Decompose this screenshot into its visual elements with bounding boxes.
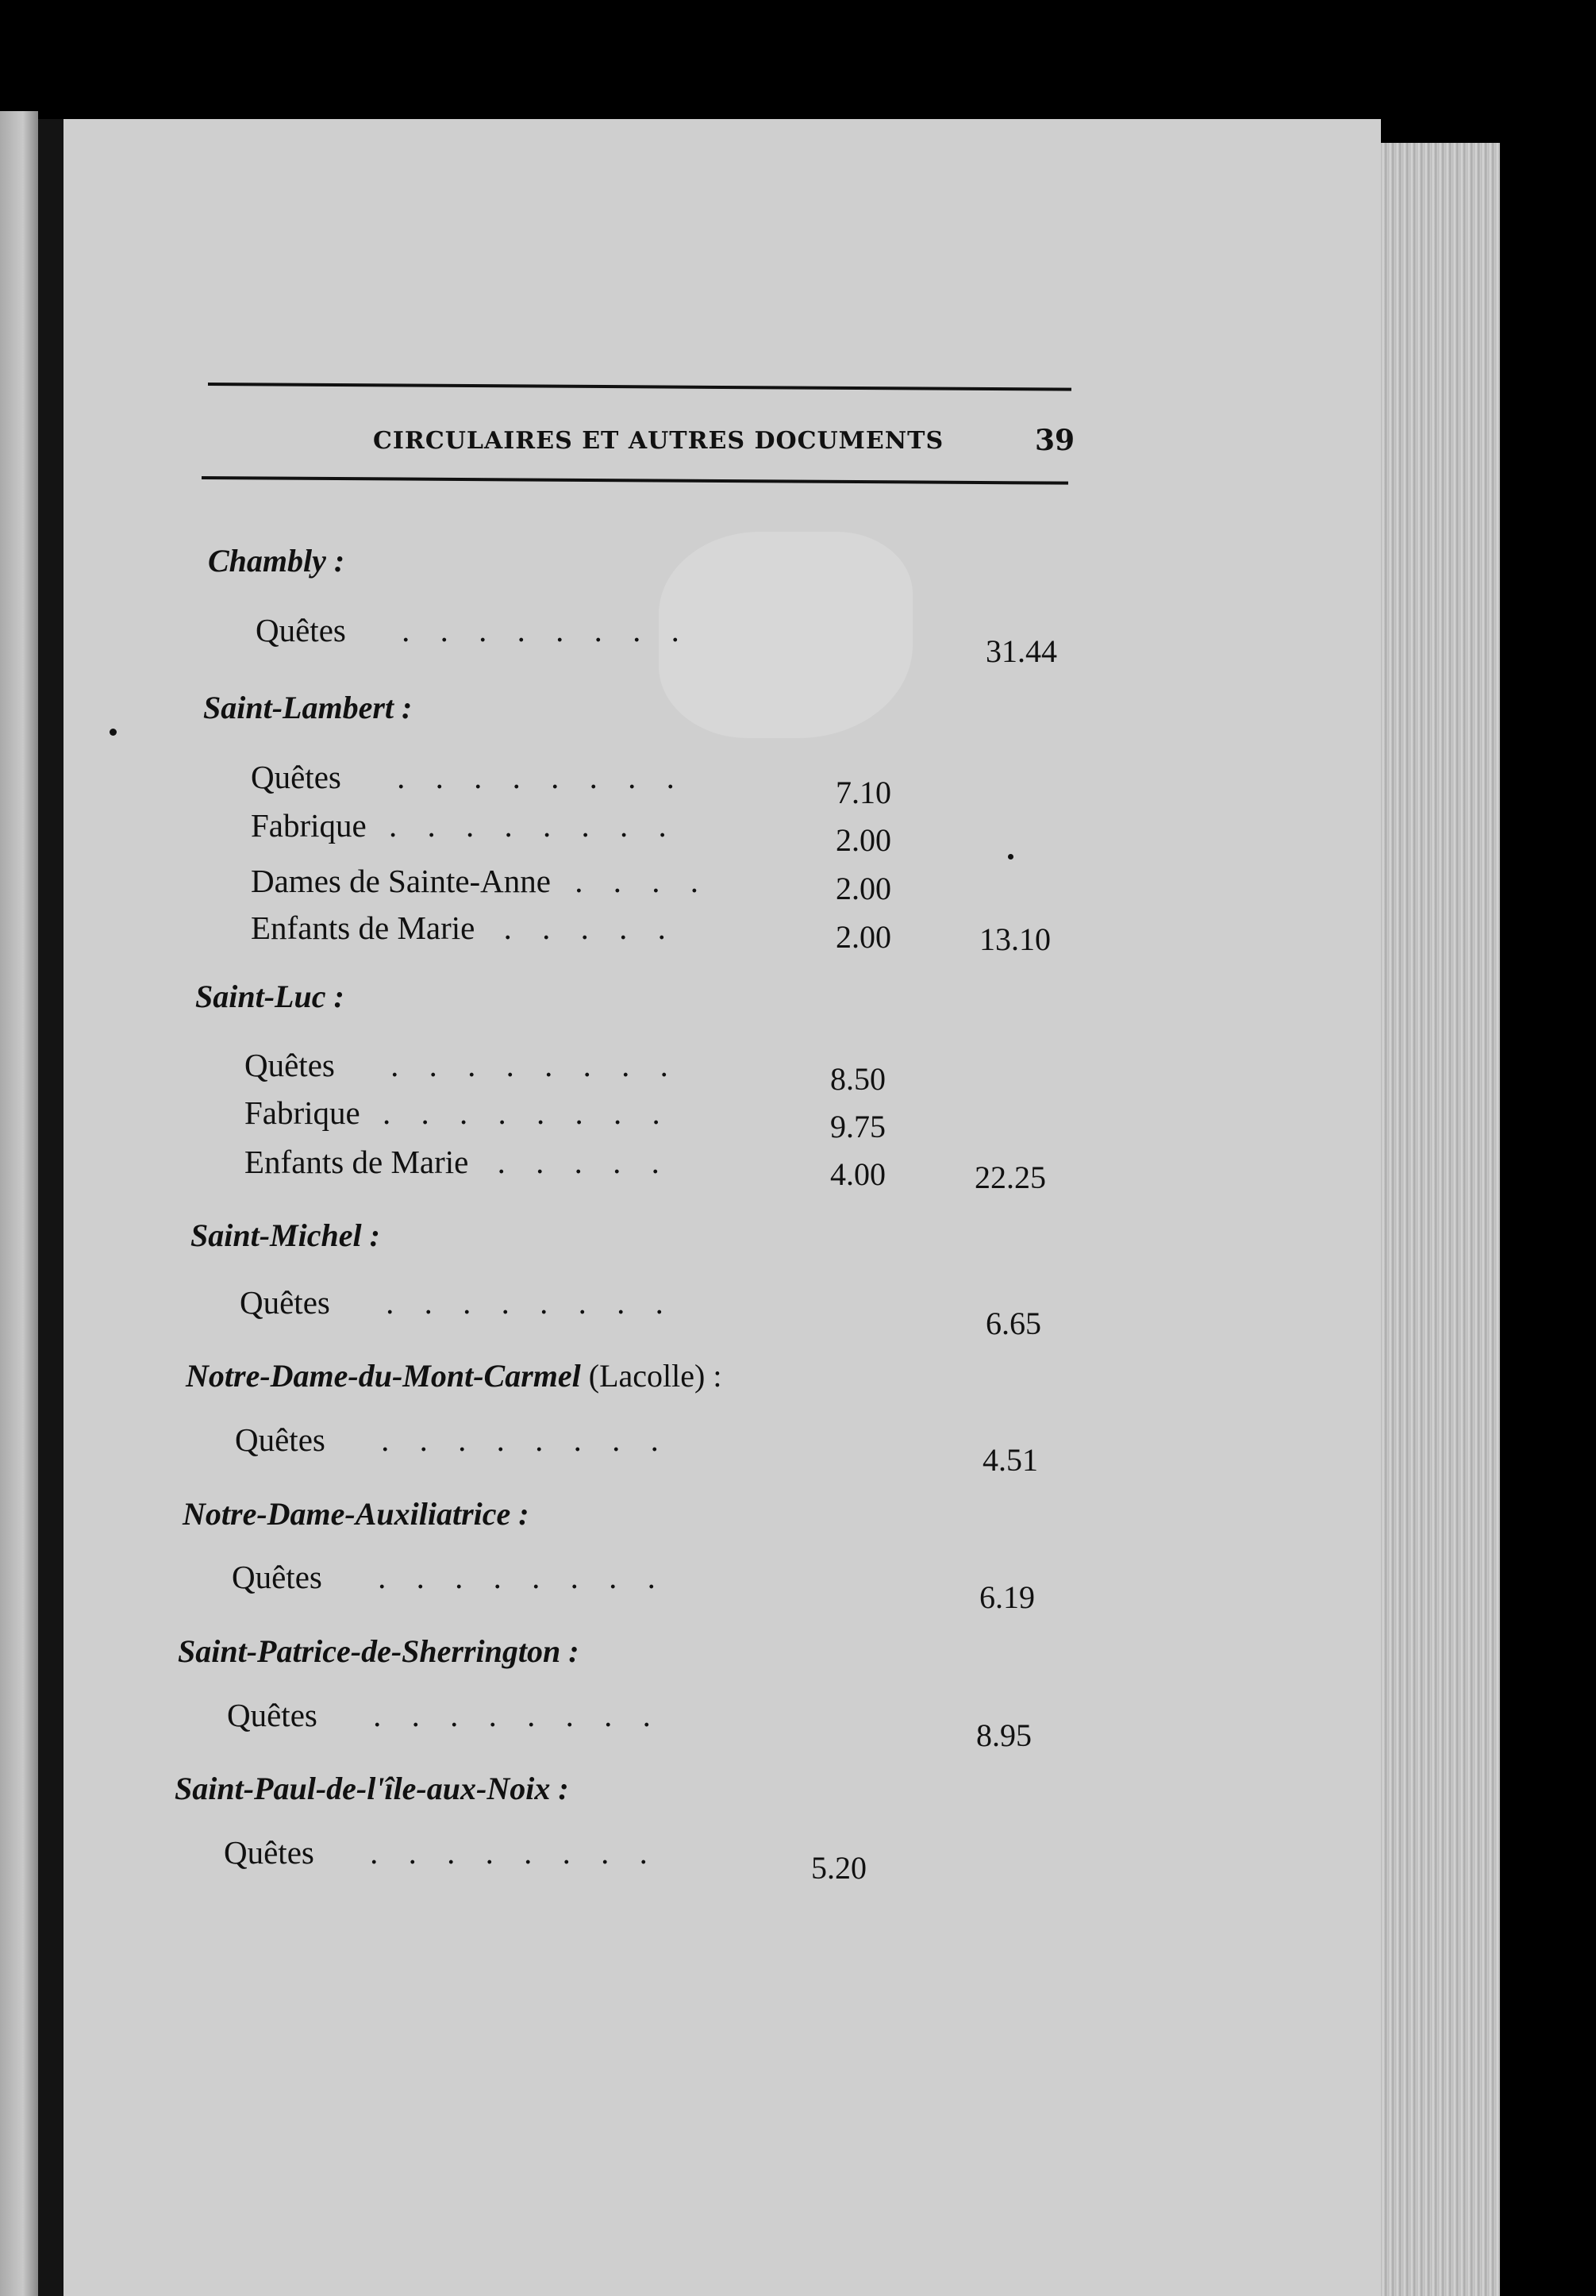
line-item bbox=[251, 806, 678, 844]
section-heading: Saint-Luc : bbox=[195, 979, 344, 1014]
dot-leader: . . . . . bbox=[503, 910, 677, 946]
ink-speck bbox=[1008, 854, 1013, 860]
section-heading: Saint-Patrice-de-Sherrington : bbox=[178, 1633, 579, 1669]
book-gutter bbox=[38, 119, 63, 2296]
section-total: 6.19 bbox=[979, 1579, 1035, 1615]
dot-leader: . . . . . . . . bbox=[389, 807, 678, 844]
section-total: 8.95 bbox=[976, 1717, 1032, 1753]
page-number: 39 bbox=[1035, 424, 1075, 457]
item-label: Fabrique bbox=[244, 1094, 360, 1131]
dot-leader: . . . . . . . . bbox=[397, 759, 686, 795]
section-heading: Chambly : bbox=[208, 543, 345, 579]
dot-leader: . . . . . . . . bbox=[378, 1559, 667, 1595]
line-item bbox=[251, 758, 686, 796]
item-amount: 7.10 bbox=[836, 775, 891, 810]
item-label: Quêtes bbox=[251, 759, 341, 795]
page-block-edge bbox=[1381, 143, 1500, 2296]
item-label: Dames de Sainte-Anne bbox=[251, 863, 551, 899]
item-label: Quêtes bbox=[235, 1421, 325, 1458]
dot-leader: . . . . . . . . bbox=[402, 612, 690, 648]
item-amount: 2.00 bbox=[836, 871, 891, 906]
dot-leader: . . . . . . . . bbox=[383, 1094, 671, 1131]
dot-leader: . . . . . . . . bbox=[390, 1047, 679, 1083]
line-item bbox=[244, 1094, 671, 1132]
dot-leader: . . . . . . . . bbox=[386, 1284, 675, 1321]
heading-suffix: (Lacolle) : bbox=[588, 1358, 722, 1394]
item-label: Fabrique bbox=[251, 807, 367, 844]
section-total: 13.10 bbox=[979, 921, 1051, 957]
dot-leader: . . . . . . . . bbox=[370, 1834, 659, 1871]
section-heading: Notre-Dame-Auxiliatrice : bbox=[183, 1496, 529, 1532]
item-amount: 5.20 bbox=[811, 1850, 867, 1886]
item-label: Quêtes bbox=[224, 1834, 314, 1871]
item-label: Quêtes bbox=[256, 612, 346, 648]
item-label: Quêtes bbox=[240, 1284, 330, 1321]
item-amount: 4.00 bbox=[830, 1156, 886, 1192]
running-title: CIRCULAIRES ET AUTRES DOCUMENTS bbox=[373, 427, 944, 455]
line-item bbox=[232, 1558, 667, 1596]
section-heading bbox=[186, 1357, 721, 1394]
section-total: 22.25 bbox=[975, 1160, 1046, 1195]
heading-name: Notre-Dame-du-Mont-Carmel bbox=[186, 1358, 581, 1394]
item-label: Quêtes bbox=[227, 1697, 317, 1733]
line-item bbox=[224, 1833, 659, 1871]
item-label: Quêtes bbox=[232, 1559, 322, 1595]
section-heading: Saint-Lambert : bbox=[203, 690, 413, 725]
line-item bbox=[244, 1143, 671, 1181]
item-amount: 2.00 bbox=[836, 822, 891, 858]
paper-stain bbox=[659, 532, 913, 738]
dot-leader: . . . . . . . . bbox=[373, 1697, 662, 1733]
section-heading: Saint-Michel : bbox=[190, 1217, 380, 1253]
line-item bbox=[244, 1046, 679, 1084]
item-label: Enfants de Marie bbox=[251, 910, 475, 946]
item-label: Enfants de Marie bbox=[244, 1144, 469, 1180]
dot-leader: . . . . . . . . bbox=[381, 1421, 670, 1458]
item-amount: 2.00 bbox=[836, 919, 891, 955]
section-total: 4.51 bbox=[983, 1442, 1038, 1478]
line-item bbox=[227, 1696, 662, 1734]
facing-page-edge bbox=[0, 111, 38, 2296]
dot-leader: . . . . . bbox=[497, 1144, 671, 1180]
section-heading: Saint-Paul-de-l'île-aux-Noix : bbox=[175, 1771, 569, 1806]
line-item bbox=[240, 1283, 675, 1321]
line-item bbox=[251, 909, 677, 947]
item-label: Quêtes bbox=[244, 1047, 335, 1083]
line-item bbox=[251, 862, 710, 900]
line-item bbox=[235, 1421, 670, 1459]
line-item bbox=[256, 611, 690, 649]
section-total: 6.65 bbox=[986, 1306, 1041, 1341]
ink-speck bbox=[110, 729, 117, 736]
dot-leader: . . . . bbox=[575, 863, 710, 899]
item-amount: 8.50 bbox=[830, 1061, 886, 1097]
section-total: 31.44 bbox=[986, 633, 1057, 669]
item-amount: 9.75 bbox=[830, 1109, 886, 1144]
